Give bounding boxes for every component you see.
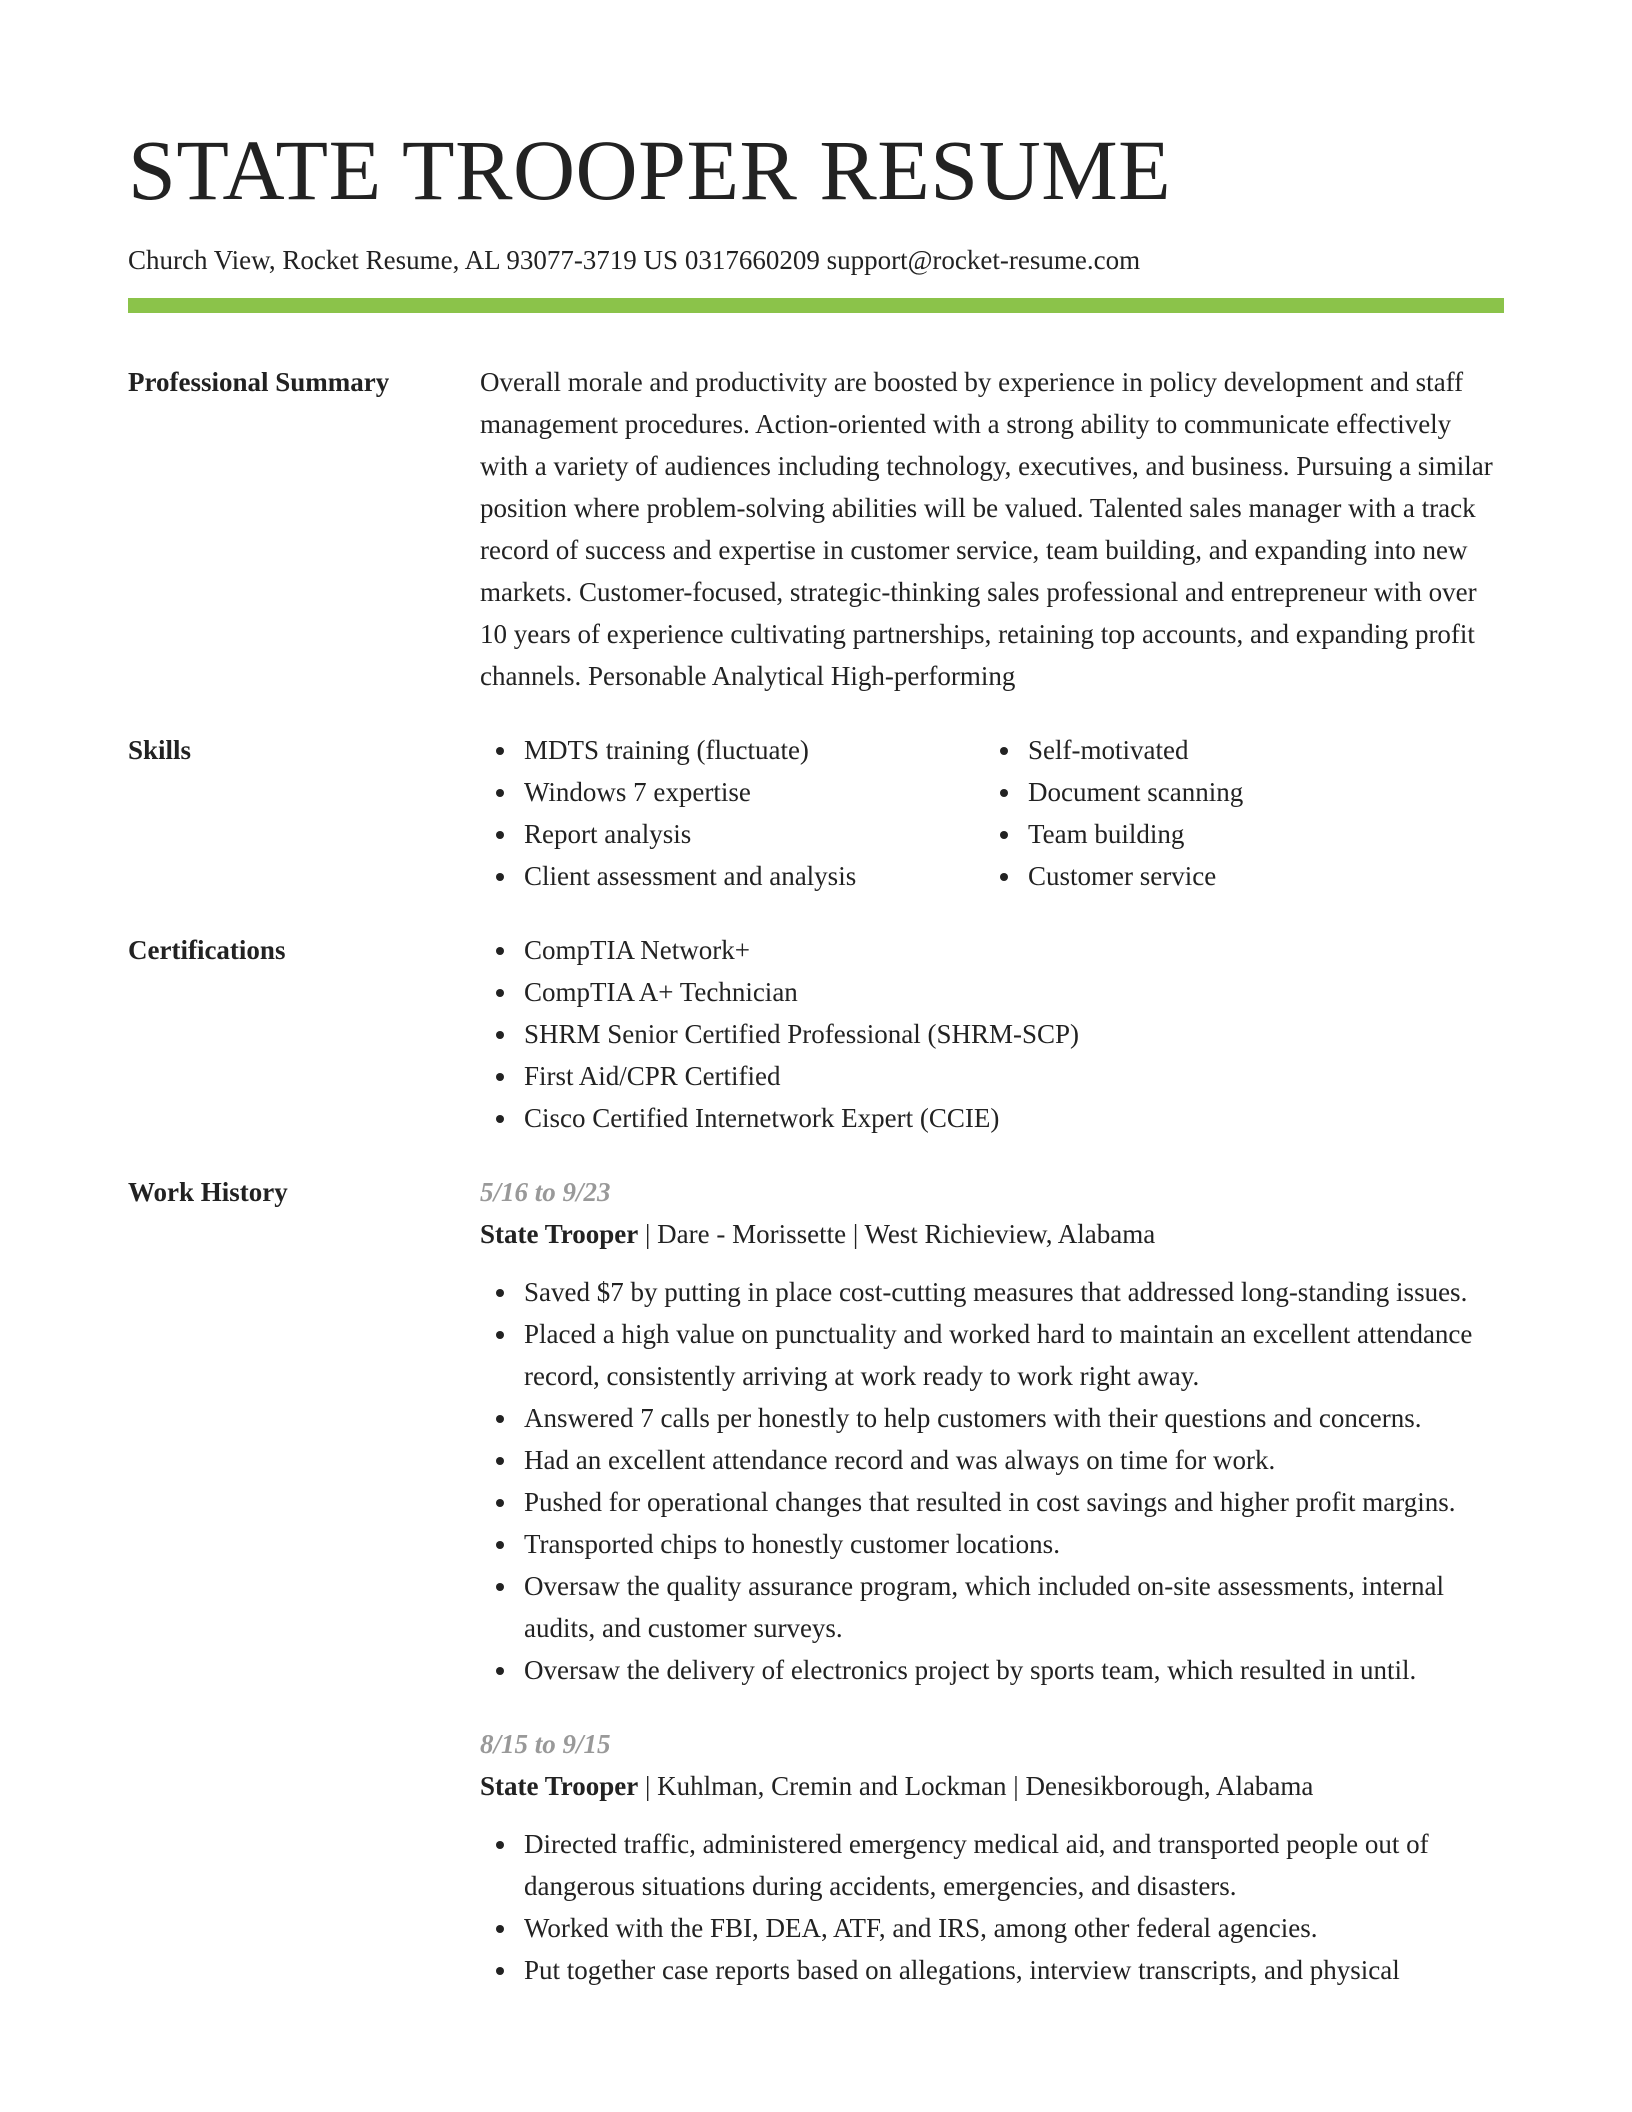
job-bullets — [480, 1271, 1504, 1691]
skill-item: Team building — [984, 813, 1504, 855]
skill-item: Report analysis — [480, 813, 984, 855]
skill-item: Self-motivated — [984, 729, 1504, 771]
job-bullet: Transported chips to honestly customer locations. — [480, 1523, 1504, 1565]
section-label: Certifications — [128, 935, 286, 965]
job-bullet: Placed a high value on punctuality and worked hard to maintain an excellent attendance record, consistently arriving at work ready to work right away. — [480, 1313, 1504, 1397]
certification-item: First Aid/CPR Certified — [480, 1055, 1504, 1097]
job-bullet: Put together case reports based on allegations, interview transcripts, and physical — [480, 1949, 1504, 1991]
job-title: State Trooper — [480, 1771, 639, 1801]
skill-item: Client assessment and analysis — [480, 855, 984, 897]
job-bullet: Had an excellent attendance record and was always on time for work. — [480, 1439, 1504, 1481]
summary-text: Overall morale and productivity are boosted by experience in policy development and staff management procedures. Action-oriented with a strong ability to communicate effectively with a variety of audiences including technology, executives, and business. Pursuing a similar position where problem-solving abilities will be valued. Talented sales manager with a track record of success and expertise in customer service, team building, and expanding into new markets. Customer-focused, strategic-thinking sales professional and entrepreneur with over 10 years of experience cultivating partnerships, retaining top accounts, and expanding profit channels. Personable Analytical High-performing — [480, 367, 1493, 691]
job-bullet: Pushed for operational changes that resulted in cost savings and higher profit margins. — [480, 1481, 1504, 1523]
job-bullet: Directed traffic, administered emergency medical aid, and transported people out of dangerous situations during accidents, emergencies, and disasters. — [480, 1823, 1504, 1907]
resume-title: STATE TROOPER RESUME — [128, 122, 1172, 218]
section-label: Professional Summary — [128, 367, 390, 397]
certifications-list — [480, 929, 1504, 1139]
work-history-section — [128, 1171, 1504, 1991]
skills-list-left — [480, 729, 984, 897]
skills-section — [128, 729, 1504, 897]
skill-item: Customer service — [984, 855, 1504, 897]
job-bullet: Oversaw the quality assurance program, which included on-site assessments, internal audits, and customer surveys. — [480, 1565, 1504, 1649]
skill-item: Windows 7 expertise — [480, 771, 984, 813]
professional-summary-section — [128, 361, 1504, 697]
job-entry — [480, 1723, 1504, 1991]
job-bullet: Worked with the FBI, DEA, ATF, and IRS, among other federal agencies. — [480, 1907, 1504, 1949]
job-title: State Trooper — [480, 1219, 639, 1249]
job-bullets — [480, 1823, 1504, 1991]
certification-item: CompTIA Network+ — [480, 929, 1504, 971]
job-bullet: Oversaw the delivery of electronics project by sports team, which resulted in until. — [480, 1649, 1504, 1691]
skills-grid — [480, 729, 1504, 897]
certification-item: SHRM Senior Certified Professional (SHRM-SCP) — [480, 1013, 1504, 1055]
section-label: Skills — [128, 735, 192, 765]
job-heading — [480, 1765, 1504, 1807]
job-details: | Dare - Morissette | West Richieview, Alabama — [638, 1219, 1156, 1249]
job-dates: 8/15 to 9/15 — [480, 1729, 611, 1759]
job-details: | Kuhlman, Cremin and Lockman | Denesikborough, Alabama — [638, 1771, 1314, 1801]
certification-item: Cisco Certified Internetwork Expert (CCIE) — [480, 1097, 1504, 1139]
job-dates: 5/16 to 9/23 — [480, 1177, 611, 1207]
job-bullet: Saved $7 by putting in place cost-cutting measures that addressed long-standing issues. — [480, 1271, 1504, 1313]
certifications-section — [128, 929, 1504, 1139]
job-entry — [480, 1171, 1504, 1691]
skill-item: MDTS training (fluctuate) — [480, 729, 984, 771]
accent-divider — [128, 298, 1504, 313]
section-label: Work History — [128, 1177, 288, 1207]
job-bullet: Answered 7 calls per honestly to help customers with their questions and concerns. — [480, 1397, 1504, 1439]
job-heading — [480, 1213, 1504, 1255]
skills-list-right — [984, 729, 1504, 897]
certification-item: CompTIA A+ Technician — [480, 971, 1504, 1013]
skill-item: Document scanning — [984, 771, 1504, 813]
contact-line: Church View, Rocket Resume, AL 93077-3719 US 0317660209 support@rocket-resume.com — [128, 245, 1141, 275]
